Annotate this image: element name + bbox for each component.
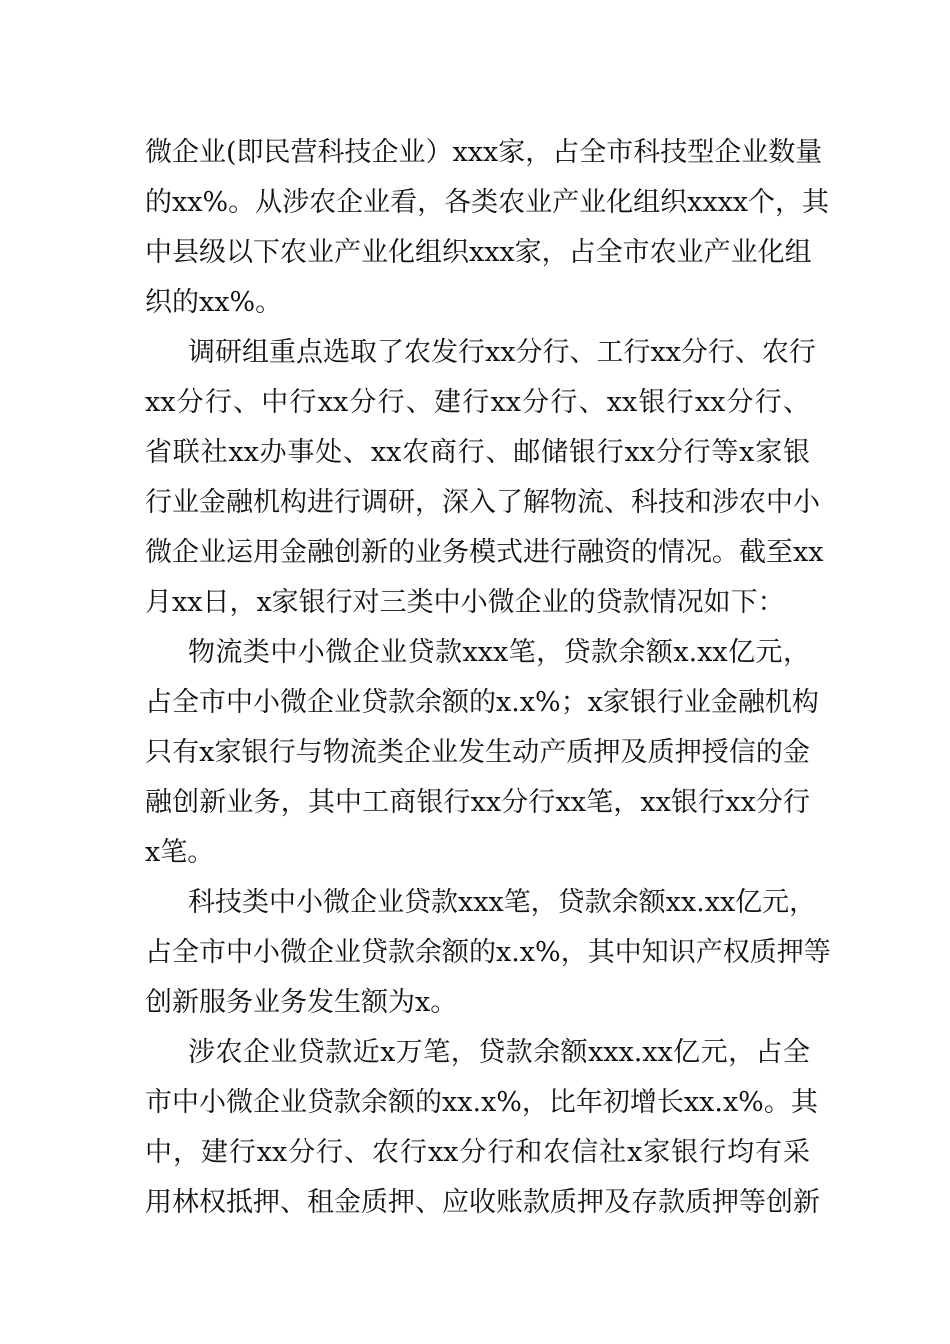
text-line: xx分行、中行xx分行、建行xx分行、xx银行xx分行、 — [145, 387, 810, 418]
text-line: x笔。 — [145, 837, 215, 868]
text-line: 行业金融机构进行调研，深入了解物流、科技和涉农中小 — [145, 487, 820, 518]
text-line: 融创新业务，其中工商银行xx分行xx笔，xx银行xx分行 — [145, 787, 810, 818]
text-line: 科技类中小微企业贷款xxx笔，贷款余额xx.xx亿元， — [188, 887, 817, 918]
text-line: 创新服务业务发生额为x。 — [145, 987, 458, 1018]
text-line: 市中小微企业贷款余额的xx.x%，比年初增长xx.x%。其 — [145, 1087, 818, 1118]
text-line: 的xx%。从涉农企业看，各类农业产业化组织xxxx个，其 — [145, 187, 830, 218]
text-line: 物流类中小微企业贷款xxx笔，贷款余额x.xx亿元， — [188, 637, 810, 668]
text-line: 涉农企业贷款近x万笔，贷款余额xxx.xx亿元，占全 — [188, 1037, 810, 1068]
text-line: 只有x家银行与物流类企业发生动产质押及质押授信的金 — [145, 737, 810, 768]
text-line: 月xx日，x家银行对三类中小微企业的贷款情况如下： — [145, 587, 785, 618]
text-line: 用林权抵押、租金质押、应收账款质押及存款质押等创新 — [145, 1187, 820, 1218]
text-line: 微企业运用金融创新的业务模式进行融资的情况。截至xx — [145, 537, 824, 568]
text-line: 占全市中小微企业贷款余额的x.x%；x家银行业金融机构 — [145, 687, 819, 718]
text-line: 中县级以下农业产业化组织xxx家，占全市农业产业化组 — [145, 237, 812, 268]
text-line: 省联社xx办事处、xx农商行、邮储银行xx分行等x家银 — [145, 437, 810, 468]
text-line: 中，建行xx分行、农行xx分行和农信社x家银行均有采 — [145, 1137, 810, 1168]
text-line: 调研组重点选取了农发行xx分行、工行xx分行、农行 — [188, 337, 816, 368]
text-line: 织的xx%。 — [145, 287, 283, 318]
text-line: 占全市中小微企业贷款余额的x.x%，其中知识产权质押等 — [145, 937, 831, 968]
text-line: 微企业(即民营科技企业）xxx家，占全市科技型企业数量 — [145, 137, 823, 168]
